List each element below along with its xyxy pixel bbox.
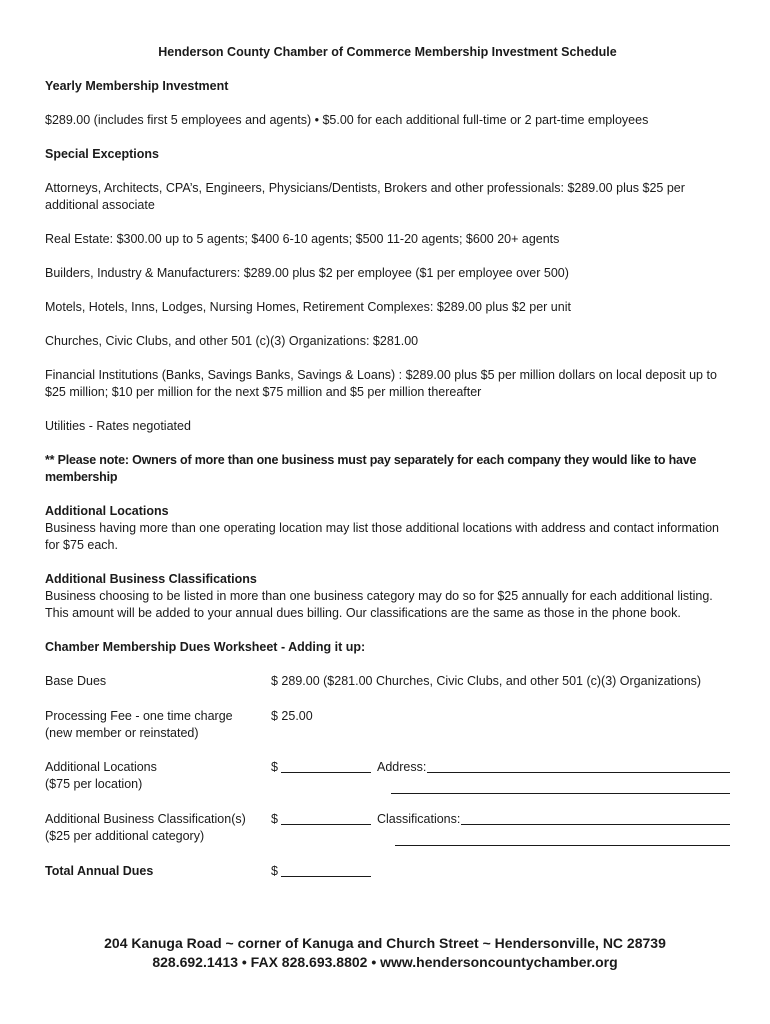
footer-address: 204 Kanuga Road ~ corner of Kanuga and Church Street ~ Hendersonville, NC 28739 [104, 935, 666, 951]
processing-fee-amount: $ 25.00 [271, 709, 313, 723]
classifications-blank-line-2[interactable] [395, 832, 730, 846]
worksheet-row-fee [45, 708, 730, 742]
classifications-field[interactable] [377, 811, 730, 846]
additional-locations-heading: Additional Locations [45, 504, 169, 518]
additional-locations-text: Business having more than one operating location may list those additional locations with address and contact information for $75 each. [45, 521, 720, 552]
address-label: Address: [377, 760, 427, 774]
special-item-financial: Financial Institutions (Banks, Savings Banks, Savings & Loans) : $289.00 plus $5 per million dollars on local deposit up to $25 million; $10 per million for the next $75 million and $5 per million thereafter [45, 368, 717, 399]
dollar-sign: $ [271, 812, 278, 826]
classifications-label: Classifications: [377, 812, 461, 826]
address-blank-line-2[interactable] [391, 780, 730, 794]
additional-locations-label-line2: ($75 per location) [45, 777, 143, 791]
additional-locations-section [45, 503, 730, 554]
document-title: Henderson County Chamber of Commerce Membership Investment Schedule [158, 45, 617, 59]
address-field[interactable] [377, 759, 730, 794]
classifications-blank-line-1[interactable] [461, 811, 730, 825]
amount-blank-line[interactable] [281, 759, 371, 773]
processing-fee-label-line2: (new member or reinstated) [45, 726, 199, 740]
address-blank-line-1[interactable] [427, 759, 730, 773]
special-item-builders: Builders, Industry & Manufacturers: $289.00 plus $2 per employee ($1 per employee over 500) [45, 266, 569, 280]
additional-classifications-amount-field[interactable] [271, 811, 377, 828]
yearly-heading: Yearly Membership Investment [45, 79, 229, 93]
worksheet-row-total [45, 863, 730, 880]
dollar-sign: $ [271, 864, 278, 878]
total-annual-dues-field[interactable] [271, 863, 377, 880]
processing-fee-label [45, 708, 271, 742]
yearly-text: $289.00 (includes first 5 employees and agents) • $5.00 for each additional full-time or 2 part-time employees [45, 113, 649, 127]
amount-blank-line[interactable] [281, 811, 371, 825]
base-dues-label: Base Dues [45, 674, 107, 688]
total-annual-dues-label: Total Annual Dues [45, 864, 154, 878]
special-item-real-estate: Real Estate: $300.00 up to 5 agents; $400 6-10 agents; $500 11-20 agents; $600 20+ agents [45, 232, 560, 246]
special-heading: Special Exceptions [45, 147, 159, 161]
spacer [45, 163, 730, 180]
special-item-churches: Churches, Civic Clubs, and other 501 (c)(3) Organizations: $281.00 [45, 334, 419, 348]
special-item-attorneys: Attorneys, Architects, CPA’s, Engineers, Physicians/Dentists, Brokers and other professionals: $289.00 plus $25 per additional associate [45, 181, 685, 212]
footer-contact [0, 934, 770, 972]
worksheet-row-base [45, 673, 730, 690]
additional-locations-amount-field[interactable] [271, 759, 377, 776]
footer-phone-web: 828.692.1413 • FAX 828.693.8802 • www.hendersoncountychamber.org [152, 954, 618, 970]
dollar-sign: $ [271, 760, 278, 774]
additional-classifications-section [45, 571, 730, 622]
processing-fee-label-line1: Processing Fee - one time charge [45, 709, 233, 723]
worksheet-heading: Chamber Membership Dues Worksheet - Adding it up: [45, 640, 366, 654]
document-page [45, 44, 730, 880]
amount-blank-line[interactable] [281, 863, 371, 877]
special-item-utilities: Utilities - Rates negotiated [45, 419, 191, 433]
additional-locations-label [45, 759, 271, 793]
additional-locations-label-line1: Additional Locations [45, 760, 157, 774]
additional-classifications-heading: Additional Business Classifications [45, 572, 257, 586]
membership-note: ** Please note: Owners of more than one business must pay separately for each company they would like to have membership [45, 453, 697, 484]
spacer [45, 95, 730, 112]
additional-classifications-text: Business choosing to be listed in more than one business category may do so for $25 annually for each additional listing. This amount will be added to your annual dues billing. Our classifications are the same as those in the phone book. [45, 589, 713, 620]
additional-classifications-label-line2: ($25 per additional category) [45, 829, 205, 843]
additional-classifications-label [45, 811, 271, 845]
worksheet-row-locations [45, 759, 730, 794]
worksheet-row-classifications [45, 811, 730, 846]
special-item-motels: Motels, Hotels, Inns, Lodges, Nursing Homes, Retirement Complexes: $289.00 plus $2 per unit [45, 300, 571, 314]
additional-classifications-label-line1: Additional Business Classification(s) [45, 812, 246, 826]
base-dues-amount: $ 289.00 ($281.00 Churches, Civic Clubs, and other 501 (c)(3) Organizations) [271, 674, 702, 688]
